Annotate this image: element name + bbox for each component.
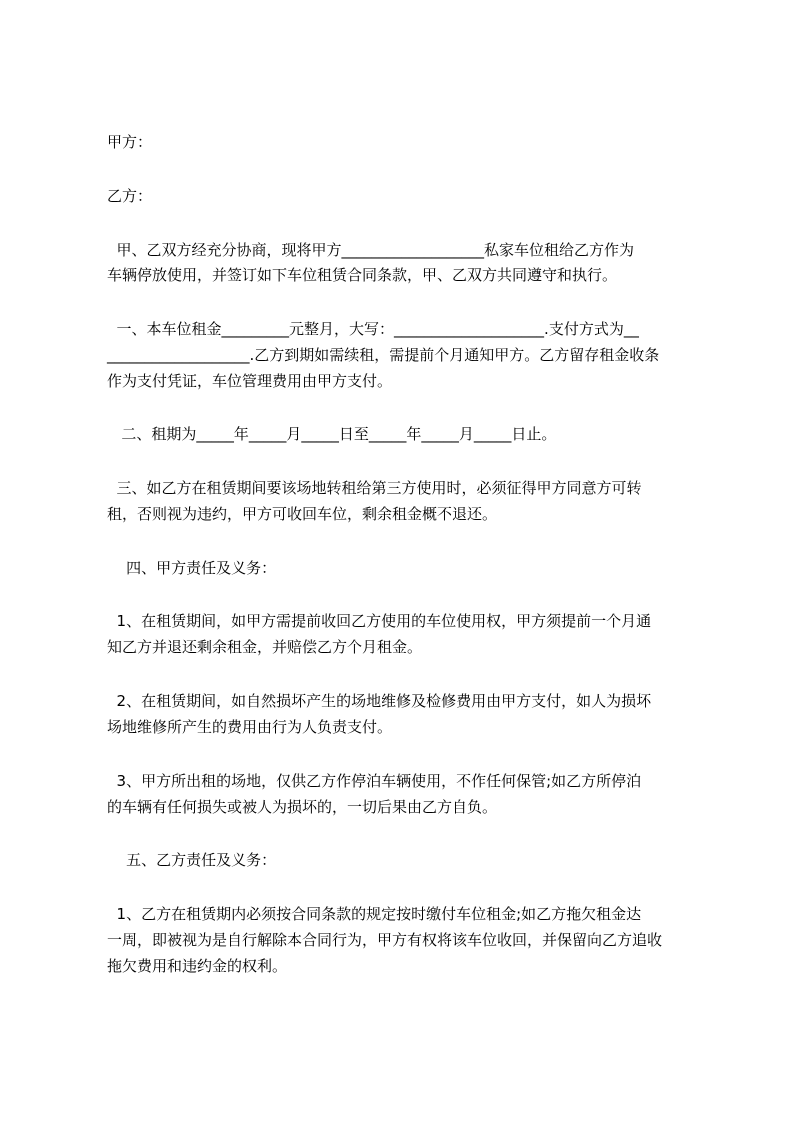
clause-2: 二、租期为_____年_____月_____日至_____年_____月_____日止。 xyxy=(107,425,557,443)
section-5-item-1-line-3: 拖欠费用和违约金的权利。 xyxy=(107,957,288,975)
section-5-item-1-line-2: 一周，即被视为是自行解除本合同行为，甲方有权将该车位收回，并保留向乙方追收 xyxy=(107,931,663,949)
intro-line-1: 甲、乙双方经充分协商，现将甲方___________________私家车位租给乙方作为 xyxy=(107,241,635,259)
section-4-item-1-line-1: 1、在租赁期间，如甲方需提前收回乙方使用的车位使用权，甲方须提前一个月通 xyxy=(107,612,652,630)
party-b-label: 乙方： xyxy=(107,187,153,205)
clause-1-line-2: ___________________.乙方到期如需续租，需提前个月通知甲方。乙方留存租金收条 xyxy=(107,346,660,364)
section-4-item-2-line-1: 2、在租赁期间，如自然损坏产生的场地维修及检修费用由甲方支付，如人为损坏 xyxy=(107,692,652,710)
clause-3-line-1: 三、如乙方在租赁期间要该场地转租给第三方使用时，必须征得甲方同意方可转 xyxy=(107,479,642,497)
party-a-label: 甲方： xyxy=(107,133,153,151)
section-5-item-1-line-1: 1、乙方在租赁期内必须按合同条款的规定按时缴付车位租金;如乙方拖欠租金达 xyxy=(107,905,642,923)
clause-1-line-3: 作为支付凭证，车位管理费用由甲方支付。 xyxy=(107,372,393,390)
section-4-item-2-line-2: 场地维修所产生的费用由行为人负责支付。 xyxy=(107,718,393,736)
section-4-title: 四、甲方责任及义务： xyxy=(107,559,277,577)
section-4-item-3-line-2: 的车辆有任何损失或被人为损坏的，一切后果由乙方自负。 xyxy=(107,798,498,816)
section-4-item-3-line-1: 3、甲方所出租的场地，仅供乙方作停泊车辆使用，不作任何保管;如乙方所停泊 xyxy=(107,772,642,790)
clause-1-line-1: 一、本车位租金_________元整月，大写：____________________.支付方式为__ xyxy=(107,320,639,338)
clause-3-line-2: 租，否则视为违约，甲方可收回车位，剩余租金概不退还。 xyxy=(107,505,498,523)
section-5-title: 五、乙方责任及义务： xyxy=(107,851,277,869)
section-4-item-1-line-2: 知乙方并退还剩余租金，并赔偿乙方个月租金。 xyxy=(107,638,423,656)
intro-line-2: 车辆停放使用，并签订如下车位租赁合同条款，甲、乙双方共同遵守和执行。 xyxy=(107,266,618,284)
